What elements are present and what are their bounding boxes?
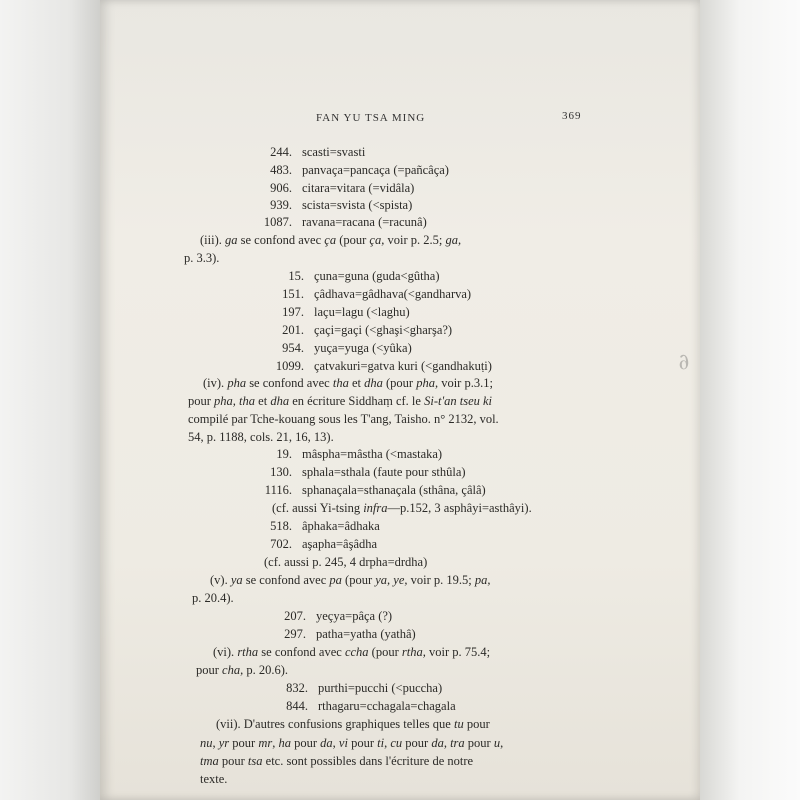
text: , [332,736,339,750]
text: pour [291,736,321,750]
example-text: yuça=yuga (<yûka) [314,341,412,355]
term: mr [258,736,273,750]
text: , [500,736,504,750]
term: infra [363,501,388,515]
example-line [256,342,412,355]
example-number: 702. [270,537,292,551]
term: ha [278,736,291,750]
example-number: 15. [288,269,304,283]
text: pour [463,717,490,731]
paragraph-line: p. 20.4). [192,591,234,605]
example-line [254,484,486,497]
term: tra [450,736,465,750]
pencil-annotation: ∂ [675,349,692,376]
term: da [320,736,333,750]
example-text: aşapha=âşâdha [302,537,378,551]
example-text: laçu=lagu (<laghu) [314,305,410,319]
example-line [247,164,449,177]
example-text: âphaka=âdhaka [302,519,380,533]
example-text: çuna=guna (guda<gûtha) [314,269,440,283]
term: ti [377,736,385,750]
example-line [247,182,414,195]
running-title: FAN YU TSA MING [316,112,426,124]
example-text: scasti=svasti [302,145,366,159]
paragraph-line [200,234,461,247]
term: pa, [474,573,491,587]
text: , [212,736,219,750]
example-line [270,700,456,713]
text: voir p.3.1; [438,376,493,390]
text: D'autres confusions graphiques telles que [243,717,454,731]
text: (pour [382,376,417,390]
paragraph-line [200,737,503,750]
term: cha, [222,663,244,677]
paragraph-line: p. 3.3). [184,251,220,265]
paragraph-line [203,377,493,390]
text: se confond avec [246,376,333,390]
example-text: rthagaru=cchagala=chagala [318,699,456,713]
term: ccha [344,645,369,659]
text: et [348,376,365,390]
example-number: 244. [270,145,292,159]
term: tma [200,754,219,768]
paragraph-line [196,664,288,677]
term: dha [270,394,290,408]
text: pour [188,394,215,408]
example-line [256,288,471,301]
text: se confond avec [258,645,345,659]
term: ya [230,573,243,587]
text: (pour [341,573,376,587]
paragraph-line [188,395,492,408]
example-number: 518. [270,519,292,533]
example-line [254,538,377,551]
example-line [247,216,427,229]
term: da [431,736,444,750]
background-left [0,0,100,800]
term: rtha, [401,645,426,659]
text: pour [218,754,248,768]
example-line [254,466,466,479]
text: voir p. 19.5; [407,573,475,587]
section-label: (v). [210,573,228,587]
paragraph-line: texte. [200,772,228,786]
example-text: mâspha=mâstha (<mastaka) [302,447,443,461]
example-number: 832. [286,681,308,695]
example-text: panvaça=pancaça (=pañcâça) [302,163,449,177]
page-number: 369 [562,110,582,122]
example-line [256,306,410,319]
text: en écriture Siddhaṃ cf. le [289,394,425,408]
text: pour [464,736,494,750]
example-number: 19. [276,447,292,461]
text: et [255,394,271,408]
example-text: purthi=pucchi (<puccha) [318,681,443,695]
example-line [256,324,452,337]
example-number: 939. [270,198,292,212]
text: se confond avec [242,573,330,587]
example-text: çâdhava=gâdhava(<gandharva) [314,287,472,301]
term: tu [453,717,464,731]
term: u [493,736,501,750]
example-number: 844. [286,699,308,713]
term: pha, [416,376,439,390]
term: ga, [445,233,462,247]
text: pour [347,736,378,750]
text: , [384,736,391,750]
example-line [256,270,440,283]
example-line [254,520,380,533]
example-text: scista=svista (<spista) [302,198,413,212]
example-text: yeçya=pâça (?) [316,609,393,623]
example-number: 201. [282,323,304,337]
section-label: (vi). [213,645,235,659]
text: (pour [336,233,370,247]
example-number: 483. [270,163,292,177]
example-number: 297. [284,627,306,641]
term: cu [390,736,403,750]
example-number: 207. [284,609,306,623]
text: etc. sont possibles dans l'écriture de notre [262,754,474,768]
term: pha, tha [214,394,256,408]
section-label: (iv). [203,376,225,390]
text: , [443,736,451,750]
term: ya, ye, [375,573,408,587]
term: ga [225,233,238,247]
example-number: 130. [270,465,292,479]
example-number: 906. [270,181,292,195]
text: pour [402,736,432,750]
example-text: citara=vitara (=vidâla) [302,181,415,195]
text: (cf. aussi Yi-tsing [272,501,364,515]
paragraph-line [216,718,490,731]
section-label: (vii). [216,717,241,731]
background-right [700,0,800,800]
text: se confond avec [237,233,325,247]
example-text: sphala=sthala (faute pour sthûla) [302,465,466,479]
text: pour [229,736,259,750]
example-line [247,146,365,159]
example-line [254,448,442,461]
text: voir p. 75.4; [425,645,491,659]
text: pour [196,663,223,677]
cross-reference [272,502,532,515]
term: ça, [369,233,385,247]
example-text: çaçi=gaçi (<ghaşi<gharşa?) [314,323,453,337]
term: ça [324,233,337,247]
term: pha [227,376,247,390]
paragraph-line: compilé par Tche-kouang sous les T'ang, Taisho. n° 2132, vol. [188,412,499,426]
example-number: 1087. [263,215,292,229]
paragraph-line: 54, p. 1188, cols. 21, 16, 13). [188,430,334,444]
text: voir p. 2.5; [384,233,446,247]
text: (pour [368,645,402,659]
book-title: Si-t'an tseu ki [424,394,493,408]
example-number: 954. [282,341,304,355]
example-number: 197. [282,305,304,319]
example-text: sphanaçala=sthanaçala (sthâna, çâlâ) [302,483,486,497]
term: yr [218,736,230,750]
term: nu [200,736,213,750]
example-line [270,682,442,695]
example-text: patha=yatha (yathâ) [316,627,416,641]
example-line [268,610,392,623]
text: —p.152, 3 asphâyi=asthâyi). [387,501,532,515]
term: dha [364,376,383,390]
example-text: çatvakuri=gatva kuri (<gandhakuṭi) [314,359,492,373]
term: tsa [247,754,263,768]
paragraph-line [213,646,490,659]
text: , [272,736,279,750]
example-text: ravana=racana (=racunâ) [302,215,427,229]
term: rtha [237,645,259,659]
term: pa [329,573,342,587]
example-line [256,360,492,373]
example-number: 1116. [264,483,292,497]
cross-reference: (cf. aussi p. 245, 4 drpha=drdha) [264,555,428,569]
text: p. 20.6). [243,663,289,677]
term: vi [338,736,348,750]
paragraph-line [210,574,491,587]
example-line [268,628,416,641]
example-line [247,199,412,212]
example-number: 151. [282,287,304,301]
example-number: 1099. [275,359,304,373]
section-label: (iii). [200,233,222,247]
paragraph-line [200,755,473,768]
term: tha [332,376,349,390]
